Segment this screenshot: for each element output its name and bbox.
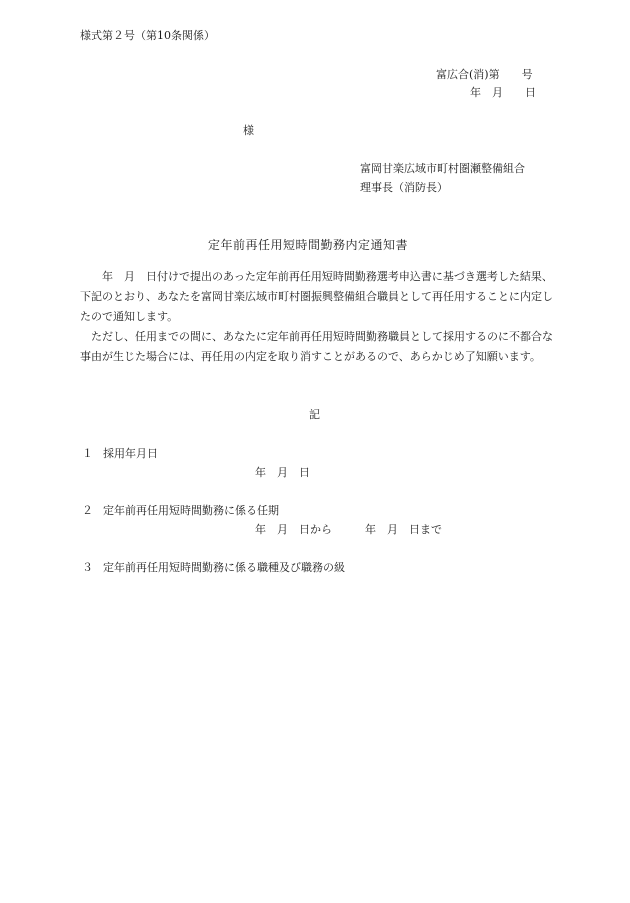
body-paragraph-2: ただし、任用までの間に、あなたに定年前再任用短時間勤務職員として採用するのに不都合な事由が生じた場合には、再任用の内定を取り消すことがあるので、あらかじめ了知願います。	[80, 330, 553, 363]
body-text	[80, 267, 560, 367]
issuer-organization: 富岡甘楽広域市町村圏瀬整備組合	[360, 162, 525, 175]
date-line: 年 月 日	[470, 86, 536, 99]
item-1-value: 年 月 日	[255, 466, 310, 479]
item-1-label: 採用年月日	[103, 447, 158, 460]
item-2-number: ２	[82, 504, 93, 517]
document-number: 富広合(消)第 号	[436, 68, 533, 81]
form-label: 様式第２号（第10条関係）	[80, 29, 215, 42]
item-2-label: 定年前再任用短時間勤務に係る任期	[103, 504, 279, 517]
item-1-number: １	[82, 447, 93, 460]
addressee-suffix: 様	[243, 124, 254, 137]
item-2-value: 年 月 日から 年 月 日まで	[255, 523, 442, 536]
item-3-label: 定年前再任用短時間勤務に係る職種及び職務の級	[103, 561, 345, 574]
issuer-title: 理事長（消防長）	[360, 181, 448, 194]
body-paragraph-1: 年 月 日付けで提出のあった定年前再任用短時間勤務選考申込書に基づき選考した結果、下記のとおり、あなたを富岡甘楽広域市町村圏振興整備組合職員として再任用することに内定したので通知します。	[80, 270, 553, 323]
item-3-number: ３	[82, 561, 93, 574]
document-title: 定年前再任用短時間勤務内定通知書	[208, 238, 409, 252]
ki-heading: 記	[309, 408, 320, 421]
